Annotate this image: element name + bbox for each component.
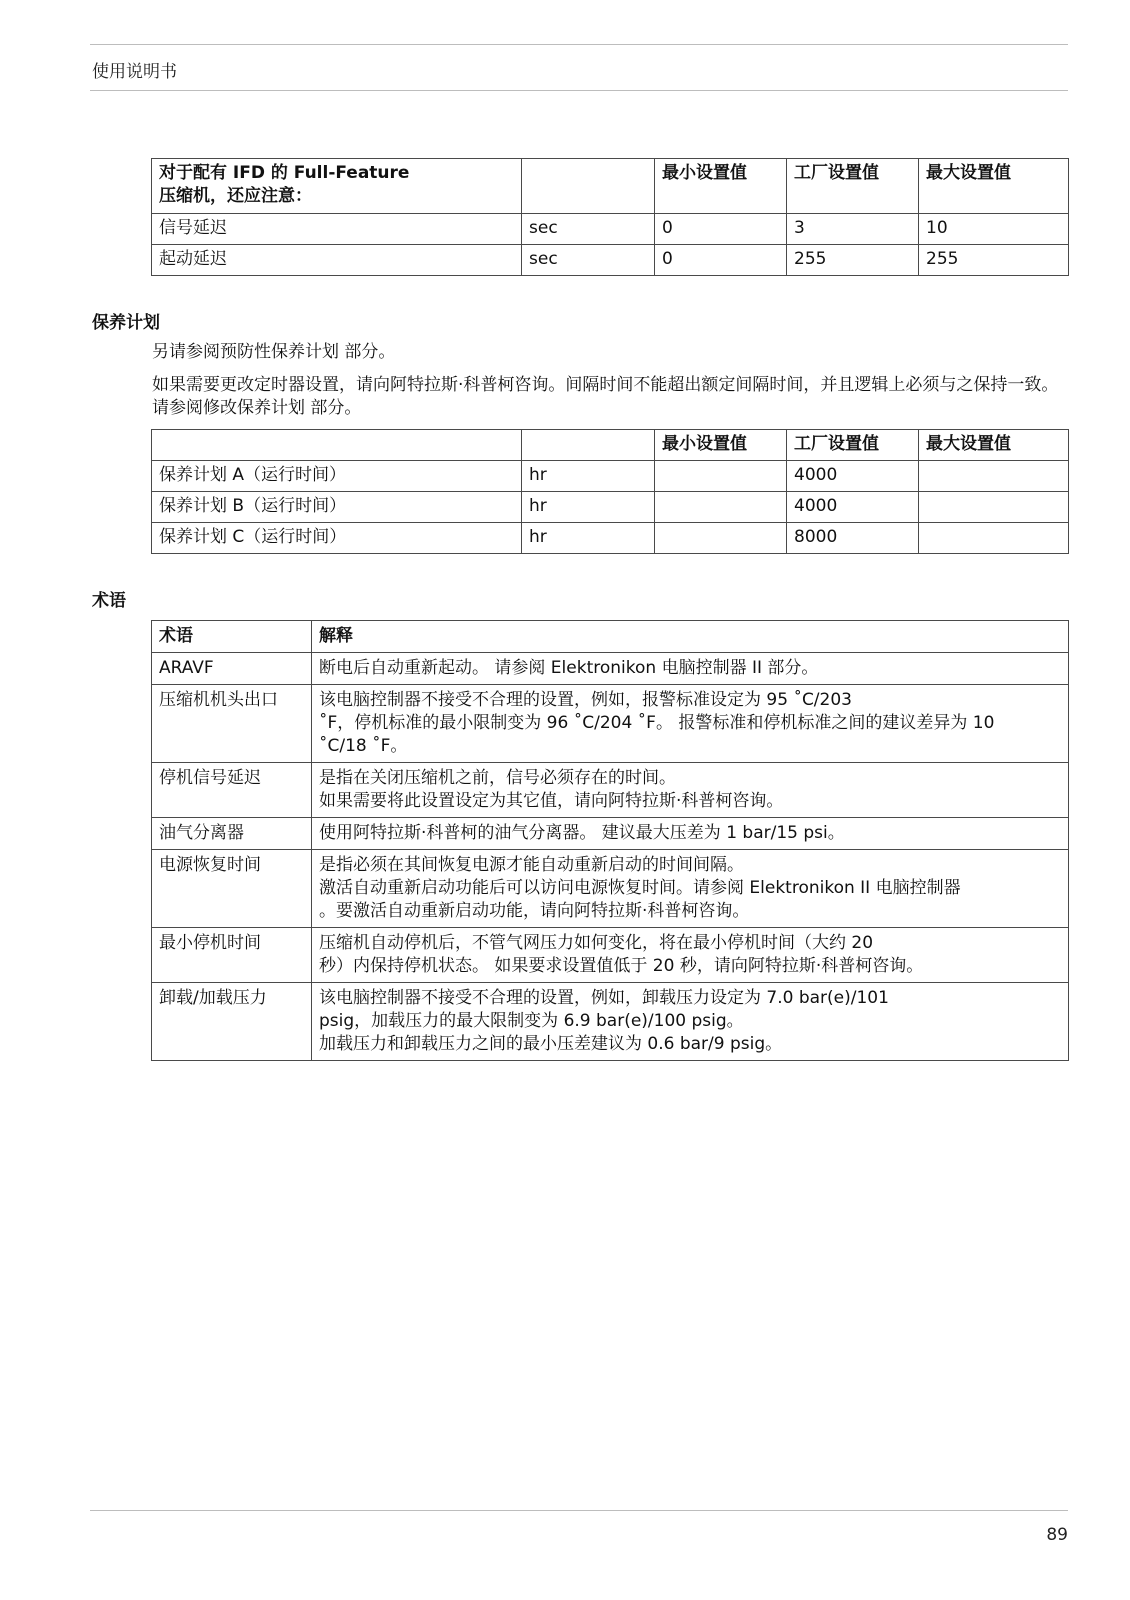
glossary-term: 电源恢复时间: [152, 850, 312, 928]
maintenance-plan-table: [151, 429, 1069, 554]
definition-line: 该电脑控制器不接受不合理的设置，例如，卸载压力设定为 7.0 bar(e)/101: [319, 988, 889, 1008]
table-cell: hr: [522, 461, 655, 492]
table-cell: 0: [655, 214, 787, 245]
table-header-cell: [152, 159, 522, 214]
table-header-cell: 解释: [312, 621, 1069, 653]
definition-line: 断电后自动重新起动。 请参阅 Elektronikon 电脑控制器 II 部分。: [319, 658, 819, 678]
table-cell: sec: [522, 214, 655, 245]
glossary-heading: 术语: [92, 591, 126, 611]
table-header-row: [152, 430, 1069, 461]
table-header-cell: 最大设置值: [919, 159, 1069, 214]
table-cell: 保养计划 A（运行时间）: [152, 461, 522, 492]
maintenance-paragraph: 如果需要更改定时器设置，请向阿特拉斯·科普柯咨询。间隔时间不能超出额定间隔时间，并且逻辑上必须与之保持一致。 请参阅修改保养计划 部分。: [152, 375, 1059, 418]
table-cell: [919, 492, 1069, 523]
table-cell: 10: [919, 214, 1069, 245]
table-cell: 起动延迟: [152, 245, 522, 276]
definition-line: 激活自动重新启动功能后可以访问电源恢复时间。请参阅 Elektronikon II 电脑控制器: [319, 878, 961, 898]
table-row: [152, 214, 1069, 245]
glossary-row: [152, 653, 1069, 685]
glossary-row: [152, 928, 1069, 983]
table-cell: hr: [522, 492, 655, 523]
table-cell: 4000: [787, 492, 919, 523]
table-cell: 255: [919, 245, 1069, 276]
table-header-line: 压缩机，还应注意：: [159, 186, 312, 206]
definition-line: 使用阿特拉斯·科普柯的油气分离器。 建议最大压差为 1 bar/15 psi。: [319, 823, 845, 843]
glossary-definition: [312, 818, 1069, 850]
table-cell: 4000: [787, 461, 919, 492]
glossary-term: ARAVF: [152, 653, 312, 685]
table-header-cell: [522, 430, 655, 461]
table-header-row: [152, 621, 1069, 653]
glossary-term: 油气分离器: [152, 818, 312, 850]
table-row: [152, 461, 1069, 492]
glossary-row: [152, 763, 1069, 818]
table-header-cell: 最小设置值: [655, 430, 787, 461]
table-cell: 保养计划 B（运行时间）: [152, 492, 522, 523]
table-cell: [919, 461, 1069, 492]
table-row: [152, 245, 1069, 276]
table-cell: [655, 523, 787, 554]
header-bottom-rule: [90, 90, 1068, 91]
table-cell: [655, 492, 787, 523]
header-top-rule: [90, 44, 1068, 45]
table-header-cell: 术语: [152, 621, 312, 653]
maintenance-heading: 保养计划: [92, 313, 160, 333]
definition-line: 。要激活自动重新启动功能，请向阿特拉斯·科普柯咨询。: [319, 901, 750, 921]
definition-line: 是指必须在其间恢复电源才能自动重新启动的时间间隔。: [319, 855, 744, 875]
table-cell: [919, 523, 1069, 554]
glossary-definition: [312, 983, 1069, 1061]
definition-line: psig，加载压力的最大限制变为 6.9 bar(e)/100 psig。: [319, 1011, 744, 1031]
table-header-row: [152, 159, 1069, 214]
footer-rule: [90, 1510, 1068, 1511]
table-cell: [655, 461, 787, 492]
glossary-term: 最小停机时间: [152, 928, 312, 983]
table-header-cell: [522, 159, 655, 214]
glossary-row: [152, 685, 1069, 763]
ifd-settings-table: [151, 158, 1069, 276]
glossary-row: [152, 850, 1069, 928]
definition-line: ˚F，停机标准的最小限制变为 96 ˚C/204 ˚F。 报警标准和停机标准之间的建议差异为 10: [319, 713, 995, 733]
glossary-table: [151, 620, 1069, 1061]
table-cell: 3: [787, 214, 919, 245]
document-header-title: 使用说明书: [92, 62, 177, 82]
definition-line: 是指在关闭压缩机之前，信号必须存在的时间。: [319, 768, 676, 788]
table-cell: hr: [522, 523, 655, 554]
glossary-definition: [312, 850, 1069, 928]
page-number: 89: [1046, 1525, 1068, 1545]
table-header-cell: [152, 430, 522, 461]
table-row: [152, 523, 1069, 554]
glossary-definition: [312, 763, 1069, 818]
table-cell: 255: [787, 245, 919, 276]
glossary-term: 停机信号延迟: [152, 763, 312, 818]
table-header-cell: 最小设置值: [655, 159, 787, 214]
glossary-row: [152, 818, 1069, 850]
glossary-row: [152, 983, 1069, 1061]
glossary-definition: [312, 928, 1069, 983]
table-cell: 信号延迟: [152, 214, 522, 245]
glossary-definition: [312, 653, 1069, 685]
glossary-term: 卸载/加载压力: [152, 983, 312, 1061]
table-header-cell: 工厂设置值: [787, 159, 919, 214]
table-header-cell: 工厂设置值: [787, 430, 919, 461]
glossary-definition: [312, 685, 1069, 763]
glossary-term: 压缩机机头出口: [152, 685, 312, 763]
definition-line: 该电脑控制器不接受不合理的设置，例如，报警标准设定为 95 ˚C/203: [319, 690, 852, 710]
definition-line: ˚C/18 ˚F。: [319, 736, 408, 756]
definition-line: 压缩机自动停机后，不管气网压力如何变化，将在最小停机时间（大约 20: [319, 933, 874, 953]
table-row: [152, 492, 1069, 523]
table-cell: 8000: [787, 523, 919, 554]
table-header-cell: 最大设置值: [919, 430, 1069, 461]
table-header-line: 对于配有 IFD 的 Full-Feature: [159, 163, 410, 183]
table-cell: 0: [655, 245, 787, 276]
maintenance-paragraph: 另请参阅预防性保养计划 部分。: [152, 342, 396, 362]
definition-line: 秒）内保持停机状态。 如果要求设置值低于 20 秒，请向阿特拉斯·科普柯咨询。: [319, 956, 924, 976]
table-cell: 保养计划 C（运行时间）: [152, 523, 522, 554]
definition-line: 如果需要将此设置设定为其它值，请向阿特拉斯·科普柯咨询。: [319, 791, 784, 811]
table-cell: sec: [522, 245, 655, 276]
definition-line: 加载压力和卸载压力之间的最小压差建议为 0.6 bar/9 psig。: [319, 1034, 783, 1054]
